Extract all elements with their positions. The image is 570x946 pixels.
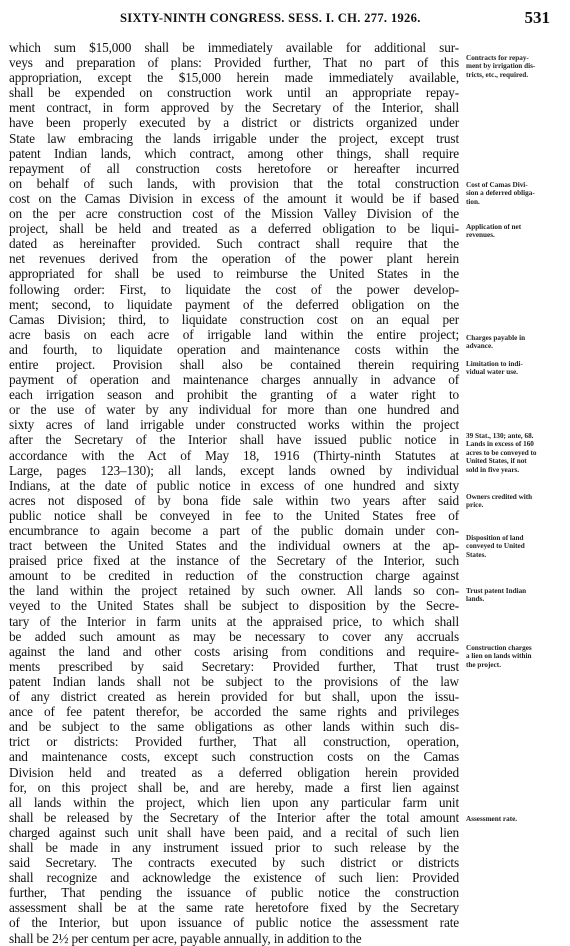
body-line: on the per acre construction cost of the Mission Valley Division of the [9,206,459,222]
margin-note [466,432,562,474]
body-line: accordance with the Act of May 18, 1916 (Thirty-ninth Statutes at [9,447,459,463]
margin-note [466,54,562,79]
body-line: shall be made in any instrument issued prior to such release by the [9,839,459,855]
body-line: have been properly executed by a district or districts organized under [9,115,459,131]
body-line: which sum $15,000 shall be immediately available for additional sur- [9,40,459,55]
body-line: against the land and other costs arising from conditions and require- [9,643,459,659]
margin-note [466,181,562,206]
body-line: amount to be credited in reduction of the construction charge against [9,568,459,584]
margin-note-line: Disposition of land [466,534,524,542]
body-line: all lands within the project, which lien upon any particular farm unit [9,794,459,810]
body-line: charged against such unit shall have been paid, and a recital of such lien [9,824,459,840]
margin-note-line: lands. [466,595,485,604]
body-line: patent Indian lands, which contract, among other things, shall require [9,145,459,161]
body-line: shall be 2½ per centum per acre, payable annually, in addition to the [9,930,362,946]
body-line: ments prescribed by said Secretary: Provided further, That trust [9,658,459,674]
body-line: for, on this project shall be, and are hereby, made a first lien against [9,779,459,795]
body-line: further, That pending the issuance of public notice the construction [9,885,459,901]
body-line: ance of fee patent therefor, be accorded the same rights and privileges [9,704,459,720]
margin-note-line: the project. [466,660,501,669]
body-line: payment of operation and maintenance charges annually in advance of [9,372,459,388]
margin-note [466,493,562,510]
margin-note-line: Contracts for repay- [466,54,529,62]
running-header [0,0,570,36]
body-line: acres not disposed of by bona fide sale within two years after said [9,492,459,508]
body-line: acre basis on each acre of irrigable land within the entire project; [9,326,459,342]
margin-note-line: 39 Stat., 130; ante, 68. [466,432,534,440]
body-line: tary of the Interior in farm units at the appraised price, to which shall [9,613,459,629]
margin-note-line: a lien on lands within [466,652,532,661]
body-line: and fourth, to liquidate operation and maintenance costs within the [9,341,459,357]
body-line: Large, pages 123–130); all lands, except lands owned by individual [9,462,459,478]
margin-note-line: Assessment rate. [466,815,518,823]
body-line: veyed to the United States shall be subject to disposition by the Secre- [9,598,459,614]
body-line: and be subject to the same obligations as other lands within such dis- [9,719,459,735]
margin-note-line: Trust patent Indian [466,587,527,595]
body-line: encumbrance to again become a part of the public domain under con- [9,523,459,538]
body-line: State law embracing the lands irrigable under the project, except trust [9,130,459,146]
margin-note-line: ment by irrigation dis- [466,62,536,71]
body-line: dated as hereinafter provided. Such contract shall require that the [9,236,459,252]
margin-note-line: United States, if not [466,457,527,466]
body-line: shall be expended on construction work until an appropriate repay- [9,85,459,101]
margin-note-line: Lands in excess of 160 [466,440,534,449]
statute-body-text [9,40,459,946]
running-head: SIXTY-NINTH CONGRESS. SESS. I. CH. 277. 1926. [120,11,421,25]
margin-note-line: tricts, etc., required. [466,70,529,79]
margin-note-line: acres to be conveyed to [466,448,537,457]
body-line: following order: First, to liquidate the cost of the power develop- [9,281,459,297]
body-line: appropriation, except the $15,000 herein made immediately available, [9,70,459,86]
body-line: net revenues derived from the operation of the power plant herein [9,251,459,267]
body-line: praised price fixed at the instance of the Secretary of the Interior, such [9,553,459,569]
page-number: 531 [524,8,550,27]
margin-note-line: tion. [466,197,480,206]
body-line: on behalf of such lands, with provision that the total construction [9,175,459,191]
body-line: assessment shall be at the same rate heretofore fixed by the Secretary [9,900,459,916]
body-line: Camas Division; third, to liquidate construction cost on an equal per [9,311,459,327]
body-line: appropriated for shall be used to reimburse the United States in the [9,266,459,282]
margin-note [466,587,562,604]
body-line: repayment of all construction costs heretofore or hereafter incurred [9,160,459,176]
body-line: cost on the Camas Division in excess of the amount it would be if based [9,190,459,206]
margin-note-line: Limitation to indi- [466,360,523,368]
margin-note-line: price. [466,501,484,510]
body-line: of any district created as herein provided for but shall, upon the issu- [9,689,459,705]
body-line: tract between the United States and the individual owners at the ap- [9,538,459,554]
margin-note-line: vidual water use. [466,368,518,377]
margin-note-line: revenues. [466,231,495,240]
margin-note [466,815,562,823]
margin-note [466,334,562,351]
body-line: ment; second, to liquidate payment of the deferred obligation on the [9,296,459,312]
margin-note-line: advance. [466,342,493,351]
body-line: shall be released by the Secretary of the Interior after the total amount [9,809,459,825]
body-line: said Secretary. The contracts executed by such district or districts [9,855,459,871]
body-line: or the use of water by any individual for more than one hundred and [9,402,459,418]
body-line: of the Interior, but upon issuance of public notice the assessment rate [9,915,459,931]
margin-note-line: sion a deferred obliga- [466,189,535,198]
margin-note-line: sold in five years. [466,465,520,474]
margin-note-line: Application of net [466,223,522,231]
margin-note-line: conveyed to United [466,542,525,551]
margin-note [466,360,562,377]
margin-note [466,534,562,559]
body-line: after the Secretary of the Interior shall have issued public notice in [9,432,459,448]
body-line: sixty acres of land irrigable under constructed works within the project [9,417,459,433]
body-line: public notice shall be conveyed in fee to the United States free of [9,507,459,523]
margin-note-line: Owners credited with [466,493,533,501]
body-line: be added such amount as may be necessary to cover any accruals [9,628,459,644]
body-line: each irrigation season and prohibit the granting of a water right to [9,387,459,403]
margin-note-line: Charges payable in [466,334,526,342]
body-line: the land within the project retained by such owner. All lands so con- [9,583,459,599]
body-line: entire project. Provision shall also be contained therein requiring [9,356,459,372]
body-line: shall recognize and acknowledge the existence of such lien: Provided [9,870,459,886]
body-line: project, shall be held and treated as a deferred obligation to be liqui- [9,221,459,237]
margin-note-line: Cost of Camas Divi- [466,181,528,189]
body-line: veys and preparation of plans: Provided further, That no part of this [9,55,459,71]
margin-note-line: Construction charges [466,644,532,652]
margin-note-line: States. [466,550,487,559]
body-line: Division held and treated as a deferred obligation herein provided [9,764,459,780]
margin-note [466,644,562,669]
body-line: trict or districts: Provided further, That all construction, operation, [9,734,459,750]
body-line: patent Indian lands shall not be subject to the provisions of the law [9,673,459,689]
body-line: and maintenance costs, except such construction costs on the Camas [9,749,459,765]
body-line: Indians, at the date of public notice in excess of one hundred and sixty [9,477,459,493]
body-line: ment contract, in form approved by the Secretary of the Interior, shall [9,100,459,116]
margin-note [466,223,562,240]
